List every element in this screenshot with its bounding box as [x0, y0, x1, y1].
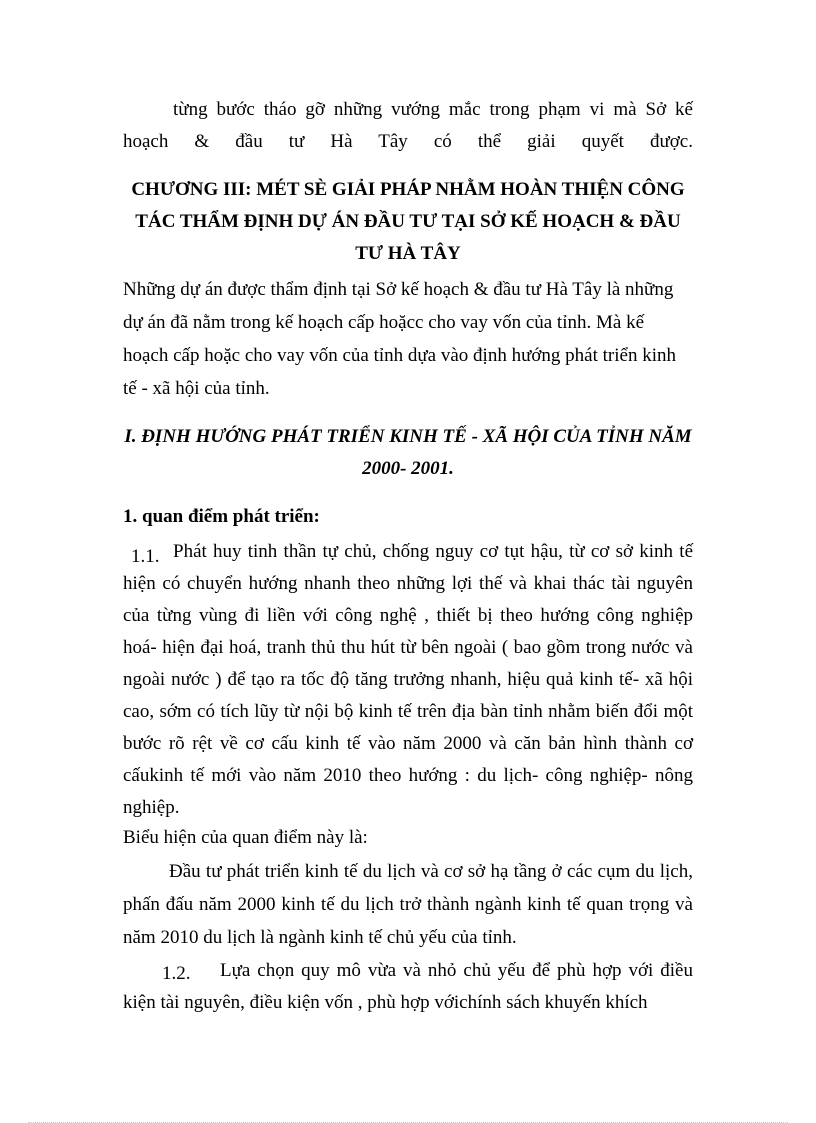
text-line: Phát huy tinh thần tự chủ, chống nguy cơ tụt hậu, từ cơ sở kinh tế — [173, 541, 693, 562]
paragraph-line: hoạch cấp hoặc cho vay vốn của tỉnh dựa vào định hướng phát triển kinh — [123, 345, 676, 366]
text-line: hiện có chuyển hướng nhanh theo những lợi thế và khai thác tài nguyên — [123, 573, 693, 594]
section-title: 2000- 2001. — [362, 458, 454, 479]
text-line: Đầu tư phát triển kinh tế du lịch và cơ sở hạ tầng ở các cụm du lịch, — [169, 861, 693, 882]
paragraph-line: Những dự án được thẩm định tại Sở kế hoạch & đầu tư Hà Tây là những — [123, 279, 674, 300]
text-line: của từng vùng đi liền với công nghệ , thiết bị theo hướng công nghiệp — [123, 605, 693, 626]
paragraph-line: dự án đã nằm trong kế hoạch cấp hoặcc cho vay vốn của tỉnh. Mà kế — [123, 312, 644, 333]
text-line: từng bước tháo gỡ những vướng mắc trong phạm vi mà Sở kế — [173, 99, 693, 120]
text-line: Lựa chọn quy mô vừa và nhỏ chủ yếu để phù hợp với điều — [220, 960, 693, 981]
text-line: Biểu hiện của quan điểm này là: — [123, 827, 368, 848]
chapter-title: TƯ HÀ TÂY — [355, 243, 461, 264]
subsection-title: 1. quan điểm phát triển: — [123, 506, 320, 527]
chapter-title: CHƯƠNG III: MÉT SÈ GIẢI PHÁP NHẰM HOÀN THIỆN CÔNG — [131, 179, 685, 200]
text-line: năm 2010 du lịch là ngành kinh tế chủ yếu của tỉnh. — [123, 927, 517, 948]
paragraph-line: tế - xã hội của tỉnh. — [123, 378, 270, 399]
text-line: phấn đấu năm 2000 kinh tế du lịch trở thành ngành kinh tế quan trọng và — [123, 894, 693, 915]
text-line: kiện tài nguyên, điều kiện vốn , phù hợp vớichính sách khuyến khích — [123, 992, 648, 1013]
text-line: bước rõ rệt về cơ cấu kinh tế vào năm 2000 và căn bản hình thành cơ — [123, 733, 693, 754]
text-line: nghiệp. — [123, 797, 180, 818]
text-line: hoạch & đầu tư Hà Tây có thể giải quyết được. — [123, 131, 693, 152]
text-line: ngoài nước ) để tạo ra tốc độ tăng trưởng nhanh, hiệu quả kinh tế- xã hội — [123, 669, 693, 690]
section-title: I. ĐỊNH HƯỚNG PHÁT TRIỂN KINH TẾ - XÃ HỘI CỦA TỈNH NĂM — [124, 426, 692, 447]
list-number: 1.2. — [162, 963, 191, 984]
text-line: cấukinh tế mới vào năm 2010 theo hướng : du lịch- công nghiệp- nông — [123, 765, 693, 786]
text-line: hoá- hiện đại hoá, tranh thủ thu hút từ bên ngoài ( bao gồm trong nước và — [123, 637, 693, 658]
chapter-title: TÁC THẨM ĐỊNH DỰ ÁN ĐẦU TƯ TẠI SỞ KẾ HOẠCH & ĐẦU — [135, 211, 681, 232]
list-number: 1.1. — [131, 546, 160, 567]
text-line: cao, sớm có tích lũy từ nội bộ kinh tế trên địa bàn tỉnh nhằm biến đổi một — [123, 701, 693, 722]
